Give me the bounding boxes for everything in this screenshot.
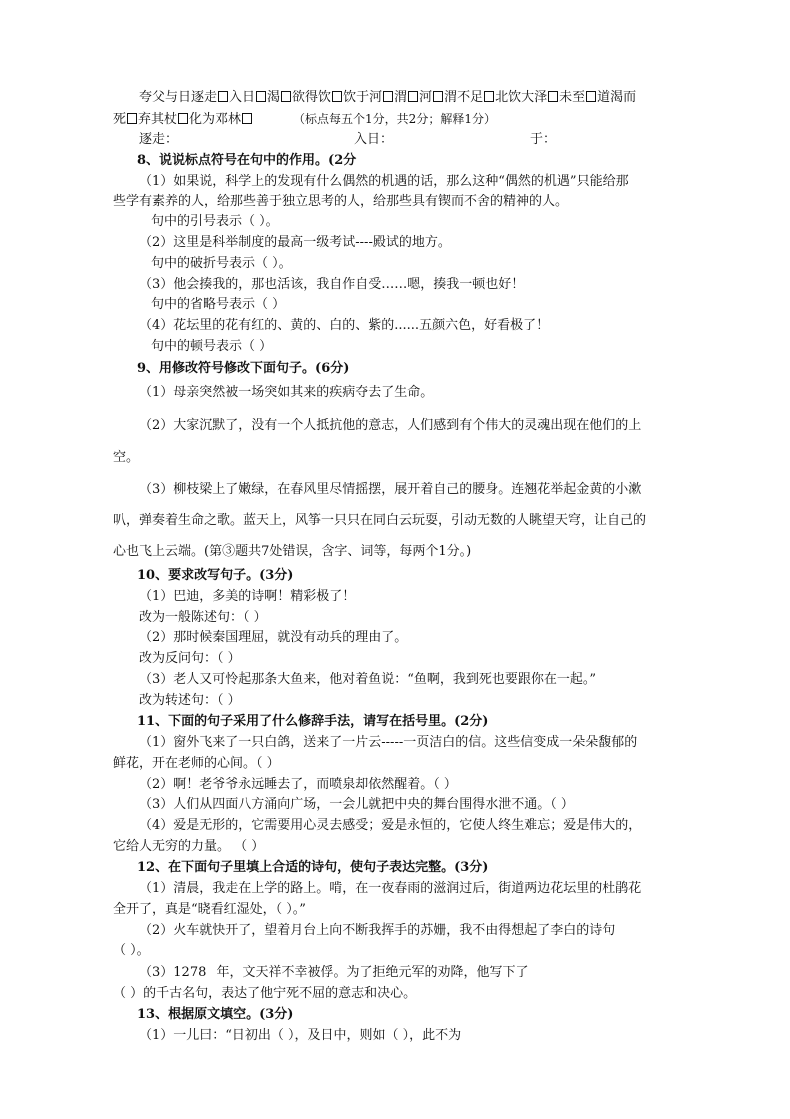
q13-s1: （1）一儿曰：“日初出（ ），及日中，则如（ ），此不为	[139, 1028, 462, 1043]
q7-text: 未至	[559, 90, 586, 105]
q8-title: 8、说说标点符号在句中的作用。(2分	[137, 153, 357, 168]
q9-s2b: 空。	[113, 450, 140, 465]
q9-s3b: 叭，弹奏着生命之歌。蓝天上，风筝一只只在同白云玩耍，引动无数的人眺望天穹，让自己的	[113, 513, 647, 528]
q7-term-label: 逐走：	[139, 132, 179, 147]
q7-text: 弃其杖	[138, 112, 178, 127]
q8-s3a: （3）他会揍我的，那也活该，我自作自受……嗯，揍我一顿也好！	[139, 277, 525, 292]
q12-s2b: （ ）。	[113, 943, 150, 958]
q10-s3b: 改为转述句：（ ）	[139, 693, 241, 708]
q12-s2a: （2）火车就快开了，望着月台上向不断我挥手的苏姗，我不由得想起了李白的诗句	[139, 923, 616, 938]
q7-term-label: 于：	[530, 132, 557, 147]
q9-s1: （1）母亲突然被一场突如其来的疾病夺去了生命。	[139, 385, 434, 400]
q10-s1b: 改为一般陈述句：（ ）	[139, 610, 267, 625]
q7-text: 死	[113, 112, 127, 127]
q12-s3b: （ ）的千古名句，表达了他宁死不屈的意志和决心。	[113, 986, 417, 1001]
q7-text: 饮于河	[343, 90, 383, 105]
q12-title: 12、在下面句子里填上合适的诗句，使句子表达完整。(3分)	[137, 860, 489, 875]
q7-text: 渭	[394, 90, 408, 105]
q8-s2b: 句中的破折号表示（ ）。	[151, 256, 292, 271]
punct-box[interactable]	[242, 113, 252, 124]
q11-s1a: （1）窗外飞来了一只白鸽，送来了一片云-----一页洁白的信。这些信变成一朵朵馥郁的	[139, 735, 638, 750]
q7-line-1	[139, 89, 680, 107]
q11-title: 11、下面的句子采用了什么修辞手法，请写在括号里。(2分)	[137, 714, 489, 729]
q12-s1b: 全开了，真是“晓看红湿处，（ ）。”	[113, 902, 306, 917]
punct-box[interactable]	[484, 91, 494, 102]
q7-line-3b	[354, 131, 393, 149]
q9-s3c: 心也飞上云端。(第③题共7处错误，含字、词等，每两个1分。)	[113, 544, 472, 559]
q12-s1a: （1）清晨，我走在上学的路上。啃，在一夜春雨的滋润过后，街道两边花坛里的杜鹃花	[139, 881, 642, 896]
q7-text: 渭不足	[444, 90, 484, 105]
q11-s3: （3）人们从四面八方涌向广场，一会儿就把中央的舞台围得水泄不通。（ ）	[139, 797, 574, 812]
q8-s1c: 句中的引号表示（ ）。	[151, 214, 279, 229]
q11-s2: （2）啊！老爷爷永远睡去了，而喷泉却依然醒着。（ ）	[139, 777, 457, 792]
q8-s1b: 些学有素养的人，给那些善于独立思考的人，给那些具有锲而不舍的精神的人。	[113, 194, 569, 209]
q8-s4a: （4）花坛里的花有红的、黄的、白的、紫的......五颜六色，好看极了！	[139, 318, 550, 333]
q10-s2b: 改为反问句：（ ）	[139, 651, 241, 666]
q11-s4b: 它给人无穷的力量。 （ ）	[113, 839, 265, 854]
punct-box[interactable]	[127, 113, 137, 124]
q7-line-3c	[530, 131, 556, 149]
q11-s4a: （4）爱是无形的，它需要用心灵去感受；爱是永恒的，它使人终生难忘；爱是伟大的，	[139, 818, 642, 833]
q8-s3b: 句中的省略号表示（ ）	[151, 297, 286, 312]
q10-title: 10、要求改写句子。(3分)	[137, 568, 294, 583]
q8-s2a: （2）这里是科举制度的最高一级考试----殿试的地方。	[139, 235, 451, 250]
q7-term-label: 入日：	[354, 132, 394, 147]
q8-s1a: （1）如果说，科学上的发现有什么偶然的机遇的话，那么这种“偶然的机遇”只能给那	[139, 174, 629, 189]
q9-title: 9、用修改符号修改下面句子。(6分)	[137, 361, 350, 376]
q9-s2a: （2）大家沉默了，没有一个人抵抗他的意志，人们感到有个伟大的灵魂出现在他们的上	[139, 418, 642, 433]
q7-text: 欲得饮	[292, 90, 332, 105]
punct-box[interactable]	[433, 91, 443, 102]
q7-text: 渴	[267, 90, 281, 105]
punct-box[interactable]	[332, 91, 342, 102]
punct-box[interactable]	[178, 113, 188, 124]
q12-s3a: （3）1278 年，文天祥不幸被俘。为了拒绝元军的劝降，他写下了	[139, 965, 529, 980]
punct-box[interactable]	[256, 91, 266, 102]
q9-s3a: （3）柳枝梁上了嫩绿，在春风里尽情摇摆，展开着自己的腰身。连翘花举起金黄的小漱	[139, 482, 642, 497]
q7-text: 道渴而	[597, 90, 637, 105]
punct-box[interactable]	[218, 91, 228, 102]
q10-s2a: （2）那时候秦国理屈，就没有动兵的理由了。	[139, 630, 408, 645]
punct-box[interactable]	[408, 91, 418, 102]
q7-text: 河	[419, 90, 433, 105]
q7-line-2	[113, 110, 496, 129]
q10-s3a: （3）老人又可怜起那条大鱼来，他对着鱼说：“鱼啊，我到死也要跟你在一起。”	[139, 672, 597, 687]
q7-text: 入日	[229, 90, 256, 105]
q7-text: 化为邓林	[189, 112, 242, 127]
punct-box[interactable]	[586, 91, 596, 102]
punct-box[interactable]	[281, 91, 291, 102]
q8-s4b: 句中的顿号表示（ ）	[151, 339, 273, 354]
punct-box[interactable]	[383, 91, 393, 102]
q13-title: 13、根据原文填空。(3分)	[137, 1007, 294, 1022]
q11-s1b: 鲜花，开在老师的心间。（ ）	[113, 756, 280, 771]
q7-line-3	[139, 131, 178, 149]
q10-s1a: （1）巴迪，多美的诗啊！精彩极了！	[139, 589, 356, 604]
punct-box[interactable]	[548, 91, 558, 102]
q7-score-note: （标点每五个1分，共2分；解释1分）	[293, 112, 496, 126]
q7-text: 夸父与日逐走	[139, 90, 218, 105]
q7-text: 北饮大泽	[495, 90, 548, 105]
